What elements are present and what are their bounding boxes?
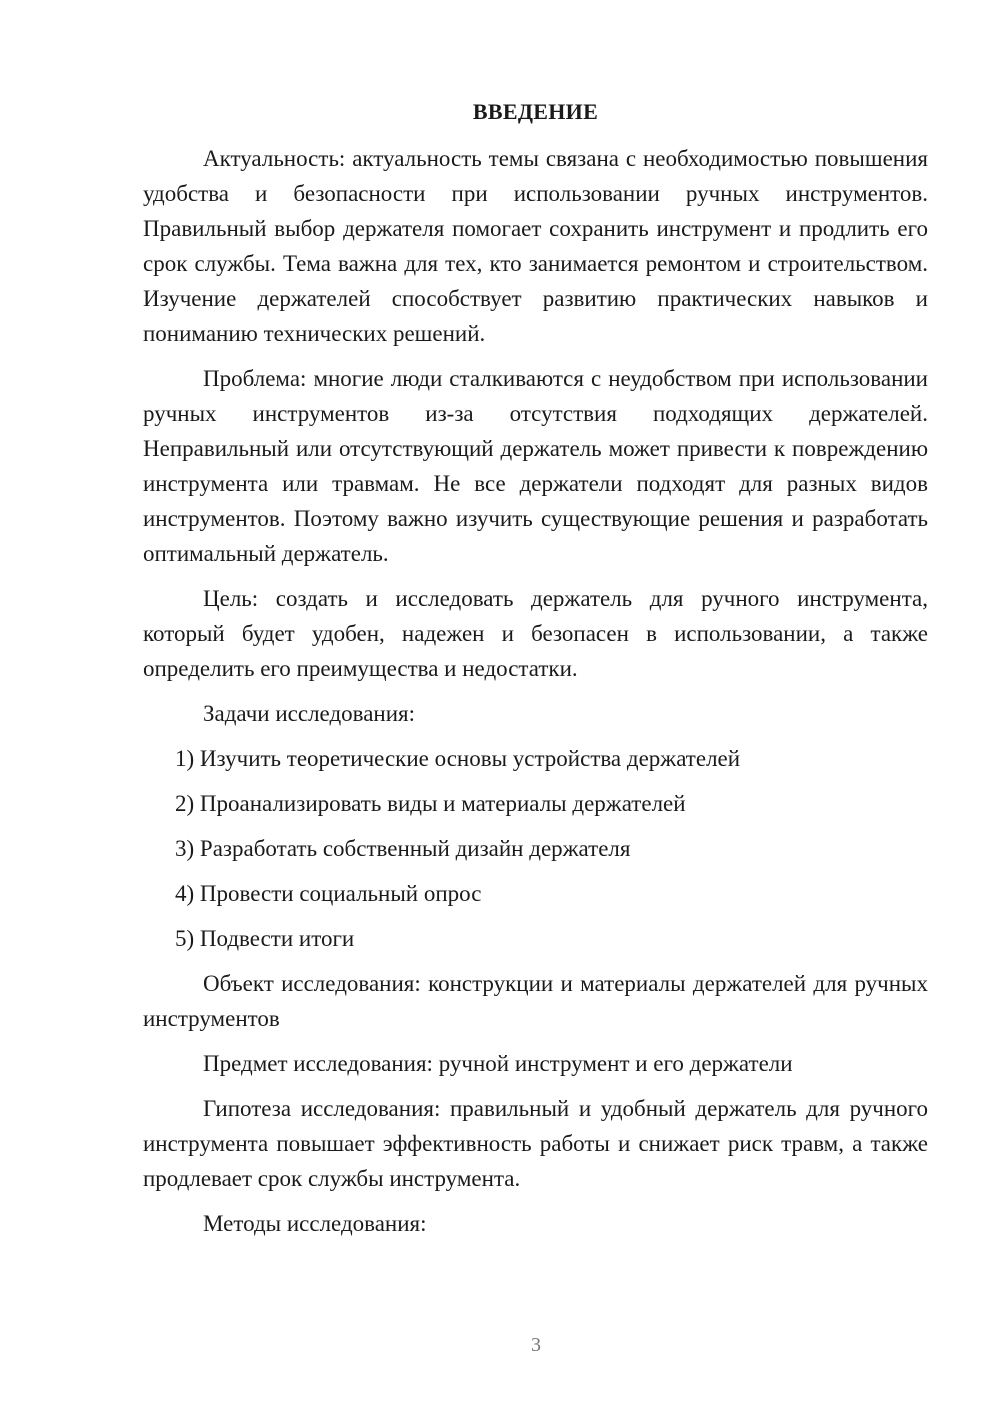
tasks-heading: Задачи исследования: xyxy=(203,701,416,726)
subject-paragraph: Предмет исследования: ручной инструмент и его держатели xyxy=(203,1051,793,1076)
section-heading: ВВЕДЕНИЕ xyxy=(472,99,599,124)
document-body xyxy=(143,94,928,1251)
methods-paragraph: Методы исследования: xyxy=(203,1211,427,1236)
tasks-list xyxy=(143,741,928,956)
page-number: 3 xyxy=(531,1334,541,1356)
relevance-paragraph: Актуальность: актуальность темы связана с необходимостью повышения удобства и безопасности при использовании ручных инструментов. Правильный выбор держателя помогает сохранить инструмент и продлить его срок службы. Тема важна для тех, кто занимается ремонтом и строительством. Изучение держателей способствует развитию практических навыков и пониманию технических решений. xyxy=(143,146,928,346)
task-item: 3) Разработать собственный дизайн держателя xyxy=(175,836,631,861)
task-item: 5) Подвести итоги xyxy=(175,926,355,951)
object-paragraph: Объект исследования: конструкции и материалы держателей для ручных инструментов xyxy=(143,971,928,1031)
goal-paragraph: Цель: создать и исследовать держатель для ручного инструмента, который будет удобен, надежен и безопасен в использовании, а также определить его преимущества и недостатки. xyxy=(143,586,928,681)
task-item: 1) Изучить теоретические основы устройства держателей xyxy=(175,746,741,771)
hypothesis-paragraph: Гипотеза исследования: правильный и удобный держатель для ручного инструмента повышает эффективность работы и снижает риск травм, а также продлевает срок службы инструмента. xyxy=(143,1096,928,1191)
problem-paragraph: Проблема: многие люди сталкиваются с неудобством при использовании ручных инструментов из-за отсутствия подходящих держателей. Неправильный или отсутствующий держатель может привести к повреждению инструмента или травмам. Не все держатели подходят для разных видов инструментов. Поэтому важно изучить существующие решения и разработать оптимальный держатель. xyxy=(143,366,928,566)
task-item: 2) Проанализировать виды и материалы держателей xyxy=(175,791,686,816)
task-item: 4) Провести социальный опрос xyxy=(175,881,482,906)
